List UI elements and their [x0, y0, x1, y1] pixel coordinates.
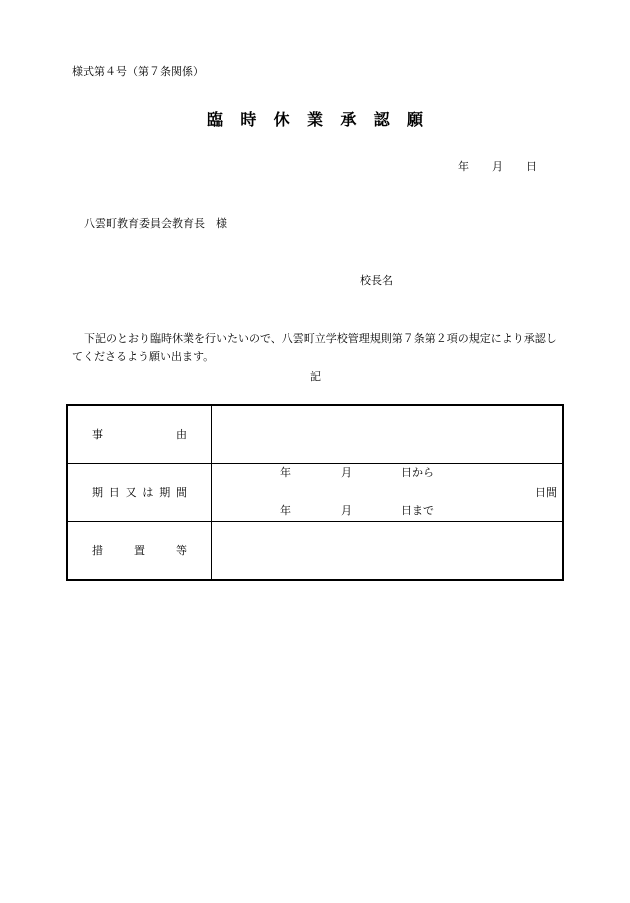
period-value-cell [212, 464, 562, 521]
table-row-measures [68, 522, 562, 579]
start-month-label: 月 [341, 466, 352, 479]
end-month-label: 月 [341, 504, 352, 517]
date-year-label: 年 [458, 160, 469, 173]
addressee: 八雲町教育委員会教育長 様 [84, 217, 227, 230]
date-month-label: 月 [492, 160, 503, 173]
reason-label: 事 由 [92, 427, 187, 441]
days-label: 日間 [535, 486, 557, 499]
table-row-period [68, 464, 562, 522]
period-label: 期 日 又 は 期 間 [92, 485, 187, 499]
measures-label: 措 置 等 [92, 543, 187, 557]
form-number: 様式第４号（第７条関係） [72, 65, 204, 78]
start-year-label: 年 [280, 466, 291, 479]
start-day-label: 日から [401, 466, 434, 479]
body-line-2: てくださるよう願い出ます。 [72, 350, 215, 363]
request-table [66, 404, 564, 581]
reason-label-cell [68, 406, 212, 463]
ki-heading: 記 [310, 370, 321, 383]
principal-name-label: 校長名 [360, 274, 393, 287]
measures-label-cell [68, 522, 212, 579]
end-year-label: 年 [280, 504, 291, 517]
body-line-1: 下記のとおり臨時休業を行いたいので、八雲町立学校管理規則第７条第２項の規定により承認し [84, 332, 557, 345]
reason-value-cell [212, 406, 562, 463]
table-row-reason [68, 406, 562, 464]
measures-value-cell [212, 522, 562, 579]
period-label-cell [68, 464, 212, 521]
document-title: 臨 時 休 業 承 認 願 [207, 110, 423, 129]
end-day-label: 日まで [401, 504, 434, 517]
date-day-label: 日 [526, 160, 537, 173]
